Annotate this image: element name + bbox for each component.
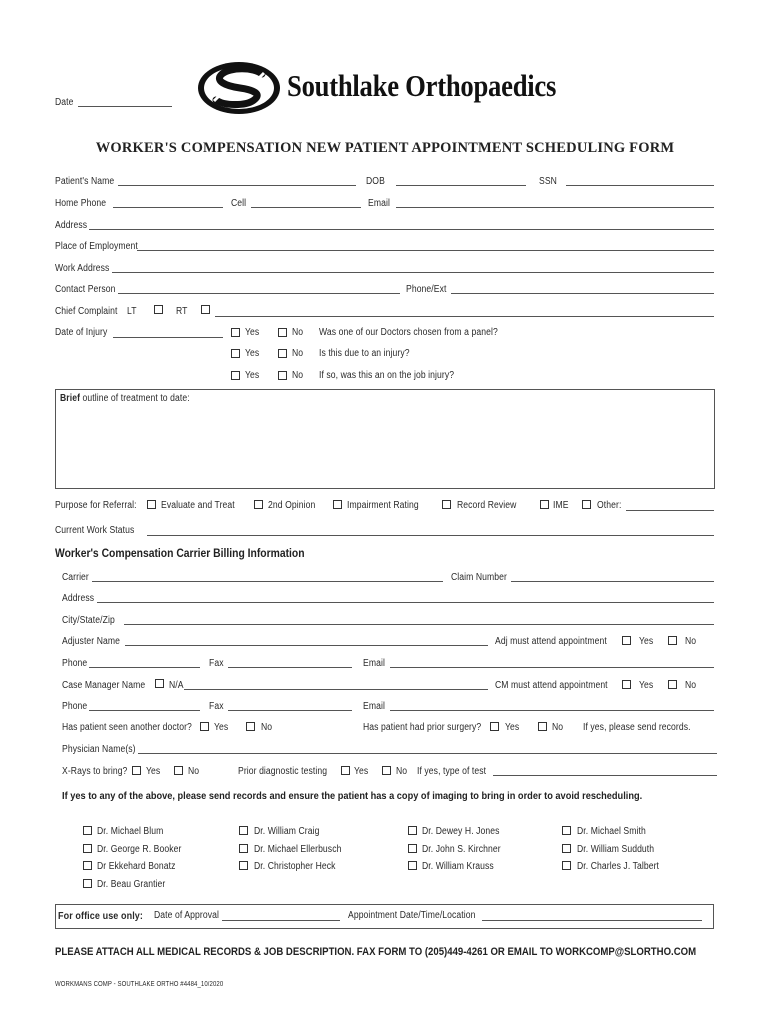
no-label: No: [292, 348, 304, 359]
doctor-checkbox[interactable]: [239, 844, 248, 853]
no-label: No: [552, 722, 564, 733]
appointment-field[interactable]: [482, 920, 702, 921]
cm-attend-no-checkbox[interactable]: [668, 680, 677, 689]
other-field[interactable]: [626, 510, 714, 511]
other-doctor-label: Has patient seen another doctor?: [62, 722, 192, 733]
claim-number-label: Claim Number: [451, 572, 507, 583]
lt-checkbox[interactable]: [154, 305, 163, 314]
work-status-field[interactable]: [147, 535, 714, 536]
doctor-name: Dr Ekkehard Bonatz: [97, 861, 176, 872]
other-checkbox[interactable]: [582, 500, 591, 509]
cm-email-field[interactable]: [390, 710, 714, 711]
approval-date-label: Date of Approval: [154, 910, 219, 921]
approval-date-field[interactable]: [222, 920, 340, 921]
dob-label: DOB: [366, 176, 385, 187]
dob-field[interactable]: [396, 185, 526, 186]
record-review-checkbox[interactable]: [442, 500, 451, 509]
form-title: WORKER'S COMPENSATION NEW PATIENT APPOINTMENT SCHEDULING FORM: [95, 140, 675, 156]
test-type-field[interactable]: [493, 775, 717, 776]
form-code: WORKMANS COMP - SOUTHLAKE ORTHO #4484_10/2020: [55, 981, 224, 988]
treatment-outline-label: Brief outline of treatment to date:: [60, 393, 190, 404]
physician-label: Physician Name(s): [62, 744, 136, 755]
work-address-label: Work Address: [55, 263, 110, 274]
carrier-field[interactable]: [92, 581, 443, 582]
doctor-name: Dr. John S. Kirchner: [422, 844, 501, 855]
record-review-label: Record Review: [457, 500, 517, 511]
doctor-checkbox[interactable]: [562, 826, 571, 835]
no-label: No: [685, 680, 697, 691]
city-state-zip-field[interactable]: [124, 624, 714, 625]
job-injury-question: If so, was this an on the job injury?: [319, 370, 455, 381]
second-opinion-label: 2nd Opinion: [268, 500, 316, 511]
cm-fax-label: Fax: [209, 701, 224, 712]
doctor-checkbox[interactable]: [83, 844, 92, 853]
second-opinion-checkbox[interactable]: [254, 500, 263, 509]
adjuster-fax-field[interactable]: [228, 667, 352, 668]
panel-yes-checkbox[interactable]: [231, 328, 240, 337]
date-label: Date: [55, 97, 74, 108]
doctor-checkbox[interactable]: [83, 826, 92, 835]
ssn-label: SSN: [539, 176, 557, 187]
doctor-checkbox[interactable]: [408, 844, 417, 853]
yes-label: Yes: [639, 636, 654, 647]
prior-testing-no-checkbox[interactable]: [382, 766, 391, 775]
doctor-checkbox[interactable]: [408, 826, 417, 835]
doctor-checkbox[interactable]: [239, 861, 248, 870]
doctor-checkbox[interactable]: [562, 861, 571, 870]
injury-no-checkbox[interactable]: [278, 349, 287, 358]
referral-label: Purpose for Referral:: [55, 500, 137, 511]
adjuster-name-field[interactable]: [125, 645, 488, 646]
home-phone-label: Home Phone: [55, 198, 107, 209]
cm-email-label: Email: [363, 701, 385, 712]
injury-date-field[interactable]: [113, 337, 223, 338]
send-records-label: If yes, please send records.: [583, 722, 691, 733]
doctor-name: Dr. Dewey H. Jones: [422, 826, 500, 837]
panel-question: Was one of our Doctors chosen from a panel?: [319, 327, 498, 338]
southlake-s-logo-icon: [196, 60, 282, 116]
no-label: No: [292, 327, 304, 338]
cell-label: Cell: [231, 198, 247, 209]
work-status-label: Current Work Status: [55, 525, 135, 536]
adj-attend-label: Adj must attend appointment: [495, 636, 607, 647]
phone-ext-label: Phone/Ext: [406, 284, 447, 295]
ssn-field[interactable]: [566, 185, 714, 186]
yes-label: Yes: [354, 766, 369, 777]
no-label: No: [396, 766, 408, 777]
yes-label: Yes: [639, 680, 654, 691]
prior-surgery-label: Has patient had prior surgery?: [363, 722, 482, 733]
no-label: No: [188, 766, 200, 777]
treatment-outline-box[interactable]: [55, 389, 715, 489]
billing-heading: Worker's Compensation Carrier Billing Information: [55, 548, 305, 560]
case-manager-field[interactable]: [184, 689, 488, 690]
yes-label: Yes: [245, 370, 260, 381]
adjuster-name-label: Adjuster Name: [62, 636, 121, 647]
lt-label: LT: [127, 306, 137, 317]
doctor-name: Dr. William Sudduth: [577, 844, 655, 855]
carrier-address-label: Address: [62, 593, 95, 604]
adjuster-fax-label: Fax: [209, 658, 224, 669]
doctor-name: Dr. Michael Smith: [577, 826, 646, 837]
doctor-name: Dr. William Craig: [254, 826, 320, 837]
test-type-label: If yes, type of test: [417, 766, 487, 777]
no-label: No: [261, 722, 273, 733]
prior-testing-yes-checkbox[interactable]: [341, 766, 350, 775]
carrier-address-field[interactable]: [97, 602, 714, 603]
contact-person-field[interactable]: [118, 293, 400, 294]
adjuster-phone-label: Phone: [62, 658, 88, 669]
patient-name-label: Patient's Name: [55, 176, 115, 187]
no-label: No: [685, 636, 697, 647]
yes-label: Yes: [245, 327, 260, 338]
doctor-checkbox[interactable]: [408, 861, 417, 870]
employment-field[interactable]: [137, 250, 714, 251]
address-label: Address: [55, 220, 88, 231]
work-address-field[interactable]: [112, 272, 714, 273]
adjuster-phone-field[interactable]: [89, 667, 200, 668]
contact-person-label: Contact Person: [55, 284, 116, 295]
doctor-name: Dr. Christopher Heck: [254, 861, 336, 872]
yes-label: Yes: [214, 722, 229, 733]
adjuster-email-field[interactable]: [390, 667, 714, 668]
other-doctor-yes-checkbox[interactable]: [200, 722, 209, 731]
employment-label: Place of Employment: [55, 241, 138, 252]
adj-attend-no-checkbox[interactable]: [668, 636, 677, 645]
ime-checkbox[interactable]: [540, 500, 549, 509]
adj-attend-yes-checkbox[interactable]: [622, 636, 631, 645]
na-label: N/A: [169, 680, 184, 691]
adjuster-email-label: Email: [363, 658, 385, 669]
doctor-name: Dr. Beau Grantier: [97, 879, 166, 890]
job-injury-no-checkbox[interactable]: [278, 371, 287, 380]
doctor-name: Dr. Michael Blum: [97, 826, 164, 837]
evaluate-checkbox[interactable]: [147, 500, 156, 509]
yes-label: Yes: [146, 766, 161, 777]
brand-name: Southlake Orthopaedics: [287, 68, 557, 103]
other-doctor-no-checkbox[interactable]: [246, 722, 255, 731]
date-field[interactable]: [78, 106, 172, 107]
city-state-zip-label: City/State/Zip: [62, 615, 115, 626]
doctor-checkbox[interactable]: [562, 844, 571, 853]
xray-label: X-Rays to bring?: [62, 766, 128, 777]
no-label: No: [292, 370, 304, 381]
yes-label: Yes: [505, 722, 520, 733]
carrier-label: Carrier: [62, 572, 89, 583]
phone-ext-field[interactable]: [451, 293, 714, 294]
attach-instructions: PLEASE ATTACH ALL MEDICAL RECORDS & JOB DESCRIPTION. FAX FORM TO (205)449-4261 OR EMAIL TO WORKCOMP@SLORTHO.COM: [55, 946, 697, 958]
job-injury-yes-checkbox[interactable]: [231, 371, 240, 380]
doctor-name: Dr. George R. Booker: [97, 844, 182, 855]
physician-field[interactable]: [138, 753, 717, 754]
prior-surgery-no-checkbox[interactable]: [538, 722, 547, 731]
impairment-label: Impairment Rating: [347, 500, 419, 511]
rt-checkbox[interactable]: [201, 305, 210, 314]
office-use-label: For office use only:: [58, 910, 144, 922]
email-field[interactable]: [396, 207, 714, 208]
doctor-checkbox[interactable]: [83, 879, 92, 888]
chief-complaint-label: Chief Complaint: [55, 306, 118, 317]
injury-date-label: Date of Injury: [55, 327, 108, 338]
email-label: Email: [368, 198, 390, 209]
other-label: Other:: [597, 500, 622, 511]
cm-phone-label: Phone: [62, 701, 88, 712]
xray-yes-checkbox[interactable]: [132, 766, 141, 775]
case-manager-label: Case Manager Name: [62, 680, 146, 691]
doctor-name: Dr. Michael Ellerbusch: [254, 844, 342, 855]
records-notice: If yes to any of the above, please send records and ensure the patient has a copy of imaging to bring in order to avoid rescheduling.: [62, 790, 643, 802]
home-phone-field[interactable]: [113, 207, 223, 208]
injury-yes-checkbox[interactable]: [231, 349, 240, 358]
cell-field[interactable]: [251, 207, 361, 208]
impairment-checkbox[interactable]: [333, 500, 342, 509]
cm-fax-field[interactable]: [228, 710, 352, 711]
cm-attend-label: CM must attend appointment: [495, 680, 608, 691]
injury-question: Is this due to an injury?: [319, 348, 410, 359]
panel-no-checkbox[interactable]: [278, 328, 287, 337]
doctor-checkbox[interactable]: [239, 826, 248, 835]
na-checkbox[interactable]: [155, 679, 164, 688]
doctor-name: Dr. William Krauss: [422, 861, 494, 872]
chief-complaint-field[interactable]: [215, 316, 714, 317]
prior-testing-label: Prior diagnostic testing: [238, 766, 328, 777]
cm-attend-yes-checkbox[interactable]: [622, 680, 631, 689]
prior-surgery-yes-checkbox[interactable]: [490, 722, 499, 731]
evaluate-label: Evaluate and Treat: [161, 500, 235, 511]
doctor-name: Dr. Charles J. Talbert: [577, 861, 660, 872]
address-field[interactable]: [89, 229, 714, 230]
cm-phone-field[interactable]: [89, 710, 200, 711]
xray-no-checkbox[interactable]: [174, 766, 183, 775]
rt-label: RT: [176, 306, 188, 317]
patient-name-field[interactable]: [118, 185, 356, 186]
claim-number-field[interactable]: [511, 581, 714, 582]
ime-label: IME: [553, 500, 569, 511]
appointment-label: Appointment Date/Time/Location: [348, 910, 476, 921]
doctor-checkbox[interactable]: [83, 861, 92, 870]
yes-label: Yes: [245, 348, 260, 359]
